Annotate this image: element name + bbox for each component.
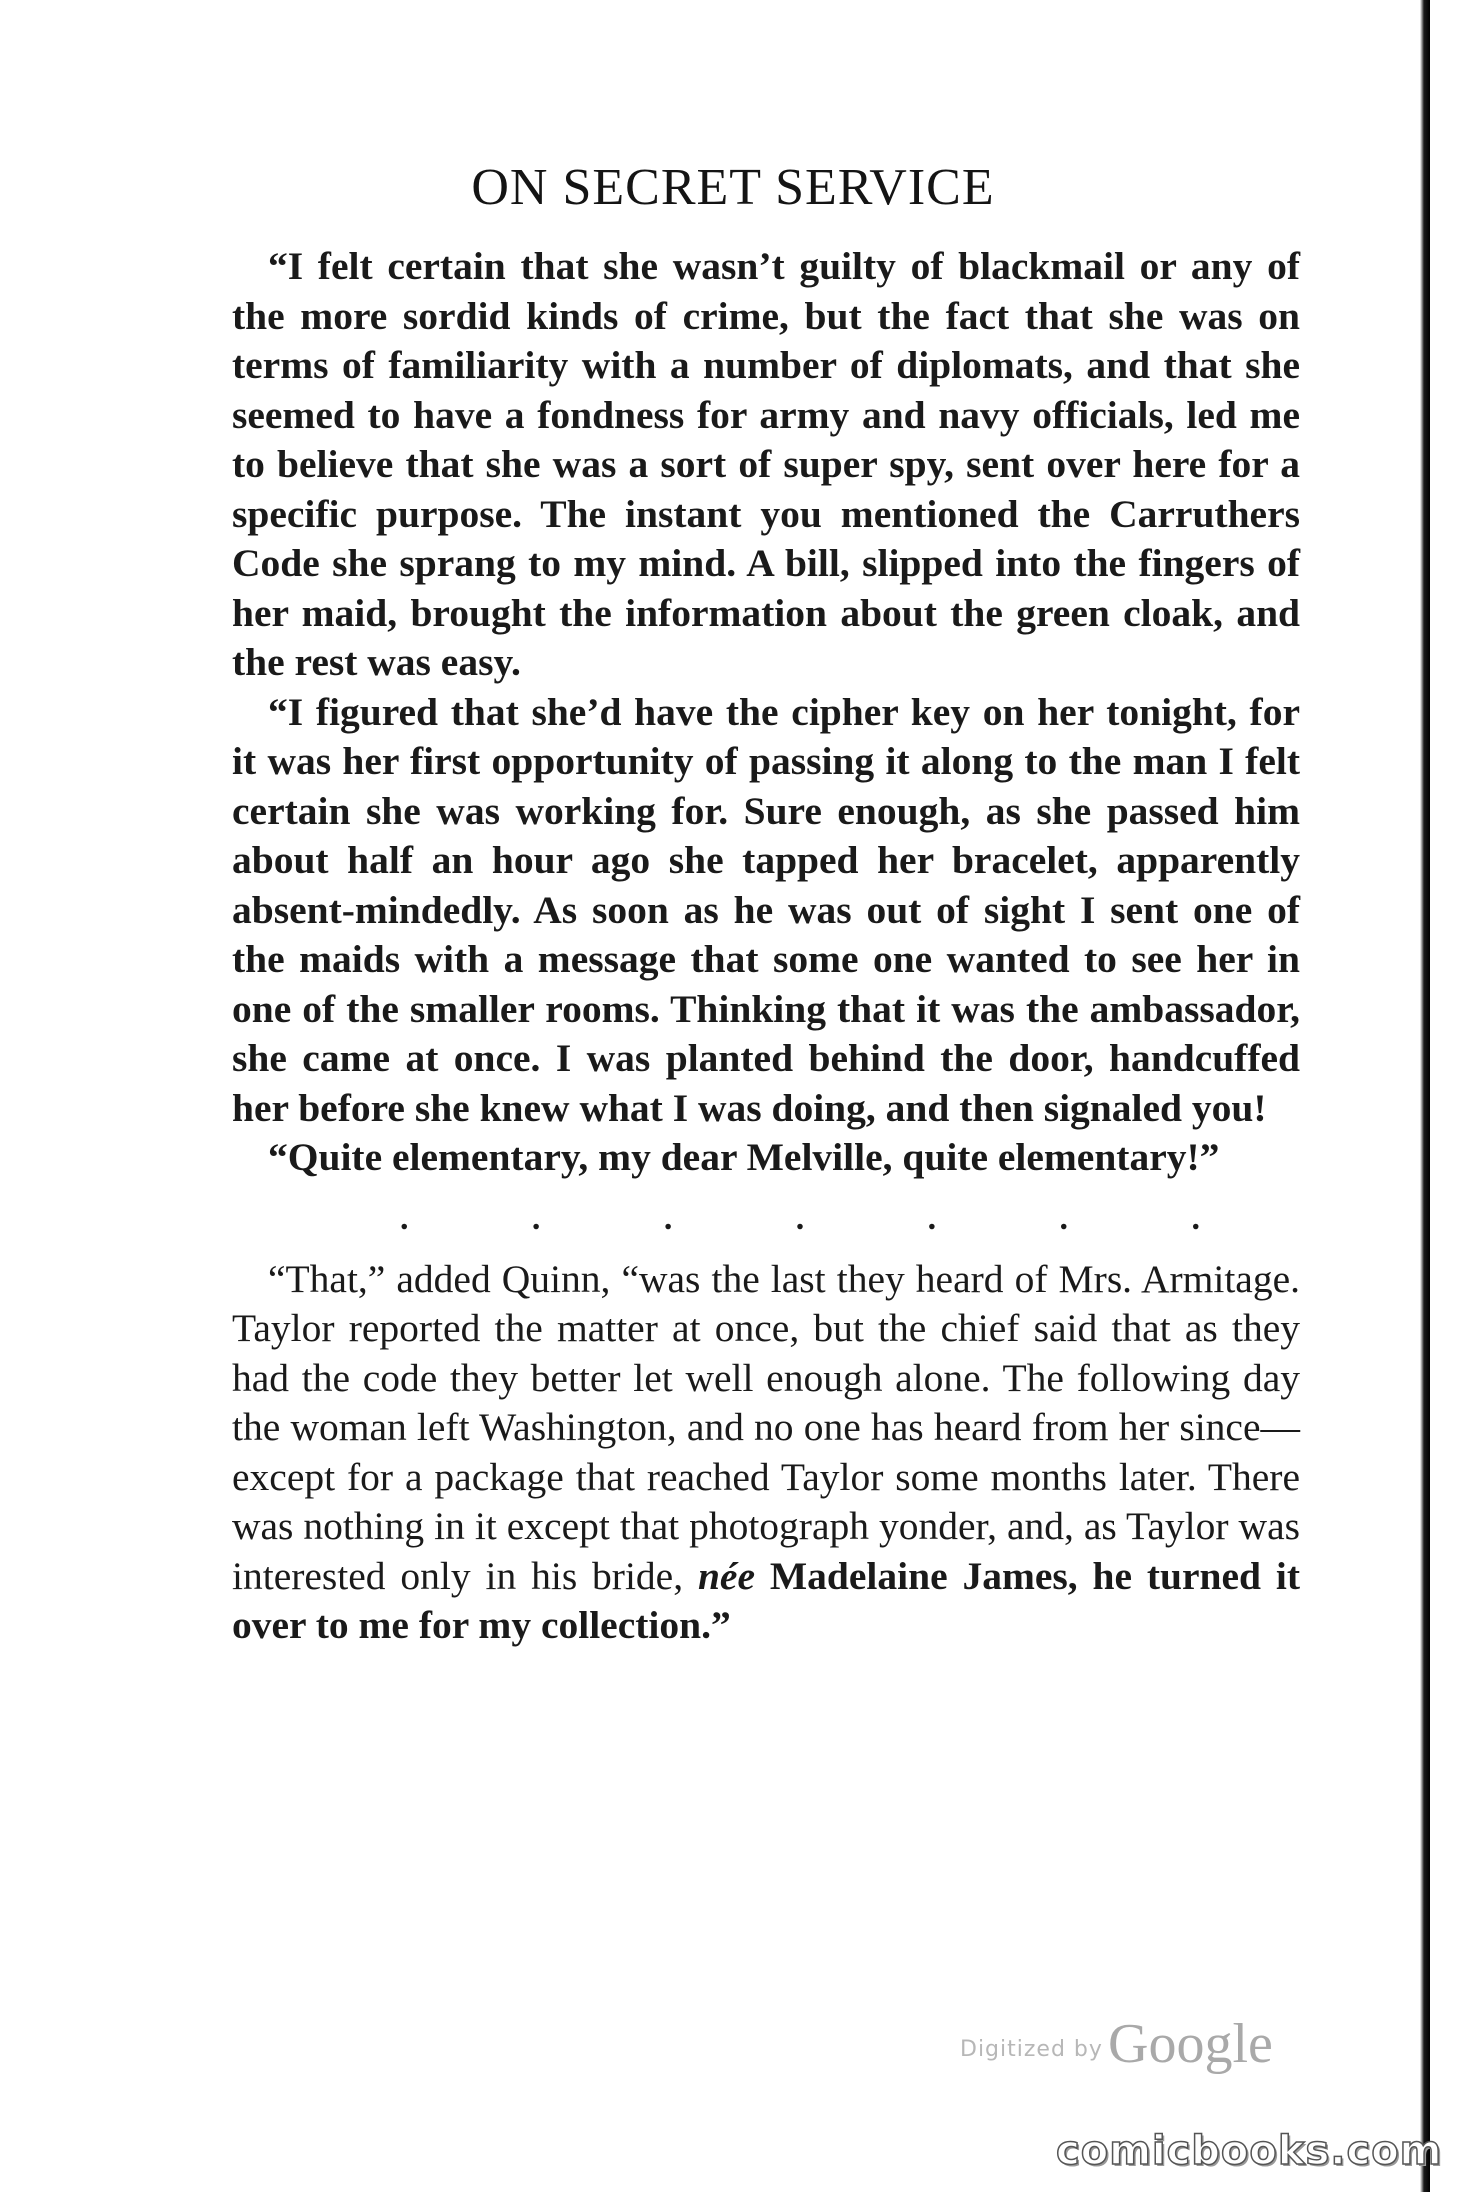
closing-text-part1: “That,” added Quinn, “was the last they heard of Mrs. Armitage. Taylor reported the matter at once, but the chief said that as they had the code they better let well enough alone. The following day the woman left Washington, and no one has heard from her since—except for a package that reached Taylor some months later. There was nothing in it except that photograph yonder, and, as Taylor was interested only in his bride, — [232, 1256, 1300, 1598]
page-margin — [1430, 0, 1466, 2192]
paragraph-1: “I felt certain that she wasn’t guilty of blackmail or any of the more sordid kinds of crime, but the fact that she was on terms of familiarity with a number of diplomats, and that she seemed to have a fondness for army and navy officials, led me to believe that she was a sort of super spy, sent over here for a specific purpose. The instant you mentioned the Carruthers Code she sprang to my mind. A bill, slipped into the fingers of her maid, brought the information about the green cloak, and the rest was easy. — [232, 244, 1300, 684]
separator-dot: . — [795, 1199, 805, 1237]
separator-dot: . — [927, 1199, 937, 1237]
separator-dot: . — [1191, 1199, 1200, 1237]
separator-dot: . — [1059, 1199, 1069, 1237]
separator-dot: . — [400, 1199, 409, 1237]
paragraph-3: “Quite elementary, my dear Melville, quite elementary!” — [268, 1135, 1220, 1179]
separator-dot: . — [663, 1199, 673, 1237]
body-text — [232, 242, 1300, 1651]
digitized-by-label: Digitized by — [960, 2037, 1103, 2062]
closing-text-part2: Madelaine James, he turned it over to me for my collection.” — [232, 1553, 1300, 1647]
section-separator — [232, 1183, 1300, 1255]
running-head: ON SECRET SERVICE — [471, 159, 995, 216]
paragraph-2: “I figured that she’d have the cipher key on her tonight, for it was her first opportunity of passing it along to the man I felt certain she was working for. Sure enough, as she passed him about half an hour ago she tapped her bracelet, apparently absent-mindedly. As soon as he was out of sight I sent one of the maids with a message that some one wanted to see her in one of the smaller rooms. Thinking that it was the ambassador, she came at once. I was planted behind the door, handcuffed her before she knew what I was doing, and then signaled you! — [232, 689, 1300, 1130]
digitized-by-google-mark — [960, 2012, 1273, 2076]
separator-dot: . — [531, 1199, 541, 1237]
closing-text-italic: née — [697, 1553, 755, 1598]
paragraph-closing — [232, 1255, 1300, 1651]
page-edge-shadow — [1420, 0, 1430, 2192]
google-logo-text: Google — [1108, 2013, 1273, 2075]
site-watermark: comicbooks.com — [1056, 2128, 1443, 2174]
